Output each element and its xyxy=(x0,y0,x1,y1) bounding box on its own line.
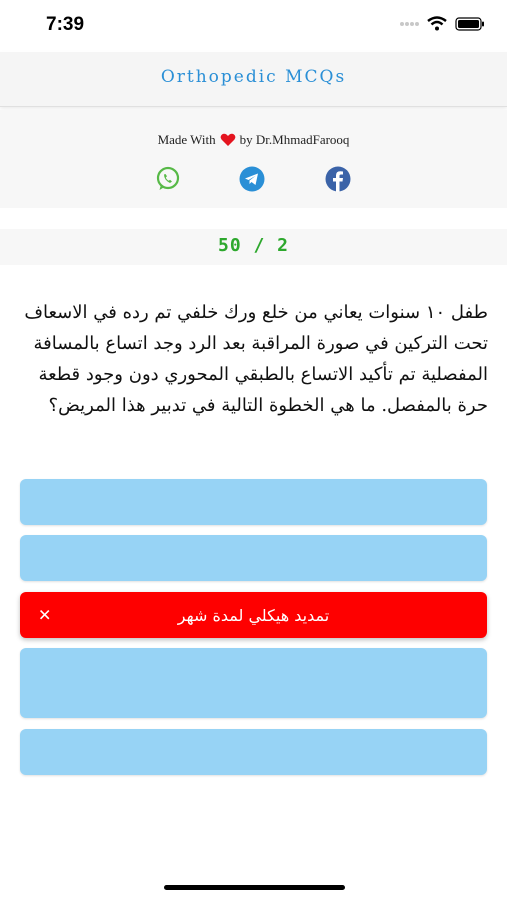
answer-option-3-label: تمديد هيكلي لمدة شهر xyxy=(177,605,330,625)
whatsapp-icon[interactable] xyxy=(155,166,181,192)
answer-option-1[interactable] xyxy=(20,479,487,525)
made-with-line xyxy=(0,132,507,148)
status-time: 7:39 xyxy=(46,14,85,35)
made-with-suffix: by Dr.MhmadFarooq xyxy=(239,132,350,147)
wrong-answer-icon: ✕ xyxy=(38,605,52,625)
progress-bar xyxy=(0,229,507,265)
battery-icon xyxy=(455,17,485,31)
answer-option-3-wrong[interactable] xyxy=(20,592,487,638)
question-counter: 50 / 2 xyxy=(217,235,290,256)
nav-bar xyxy=(0,52,507,107)
signal-icon xyxy=(399,18,419,30)
status-icons xyxy=(399,16,485,31)
answer-option-5[interactable] xyxy=(20,729,487,775)
answer-option-2[interactable] xyxy=(20,535,487,581)
answer-option-1-label xyxy=(20,479,487,525)
answer-option-2-label xyxy=(20,535,487,581)
telegram-icon[interactable] xyxy=(239,166,265,192)
status-bar xyxy=(0,0,507,52)
facebook-icon[interactable] xyxy=(325,166,351,192)
answer-option-4[interactable] xyxy=(20,648,487,718)
heart-icon xyxy=(220,133,236,147)
answer-option-5-label xyxy=(20,729,487,775)
question-text: طفل ١٠ سنوات يعاني من خلع ورك خلفي تم رده في الاسعاف تحت التركين في صورة المراقبة بعد الرد وجد اتساع بالمسافة المفصلية تم تأكيد الاتساع بالطبقي المحوري دون وجود قطعة حرة بالمفصل. ما هي الخطوة التالية في تدبير هذا المريض؟ xyxy=(24,302,488,416)
wifi-icon xyxy=(427,16,447,31)
made-with-prefix: Made With xyxy=(157,132,216,147)
credits-section xyxy=(0,110,507,208)
home-indicator[interactable] xyxy=(164,885,345,890)
app-title: Orthopedic MCQs xyxy=(160,67,347,87)
answer-option-4-label xyxy=(20,648,487,718)
